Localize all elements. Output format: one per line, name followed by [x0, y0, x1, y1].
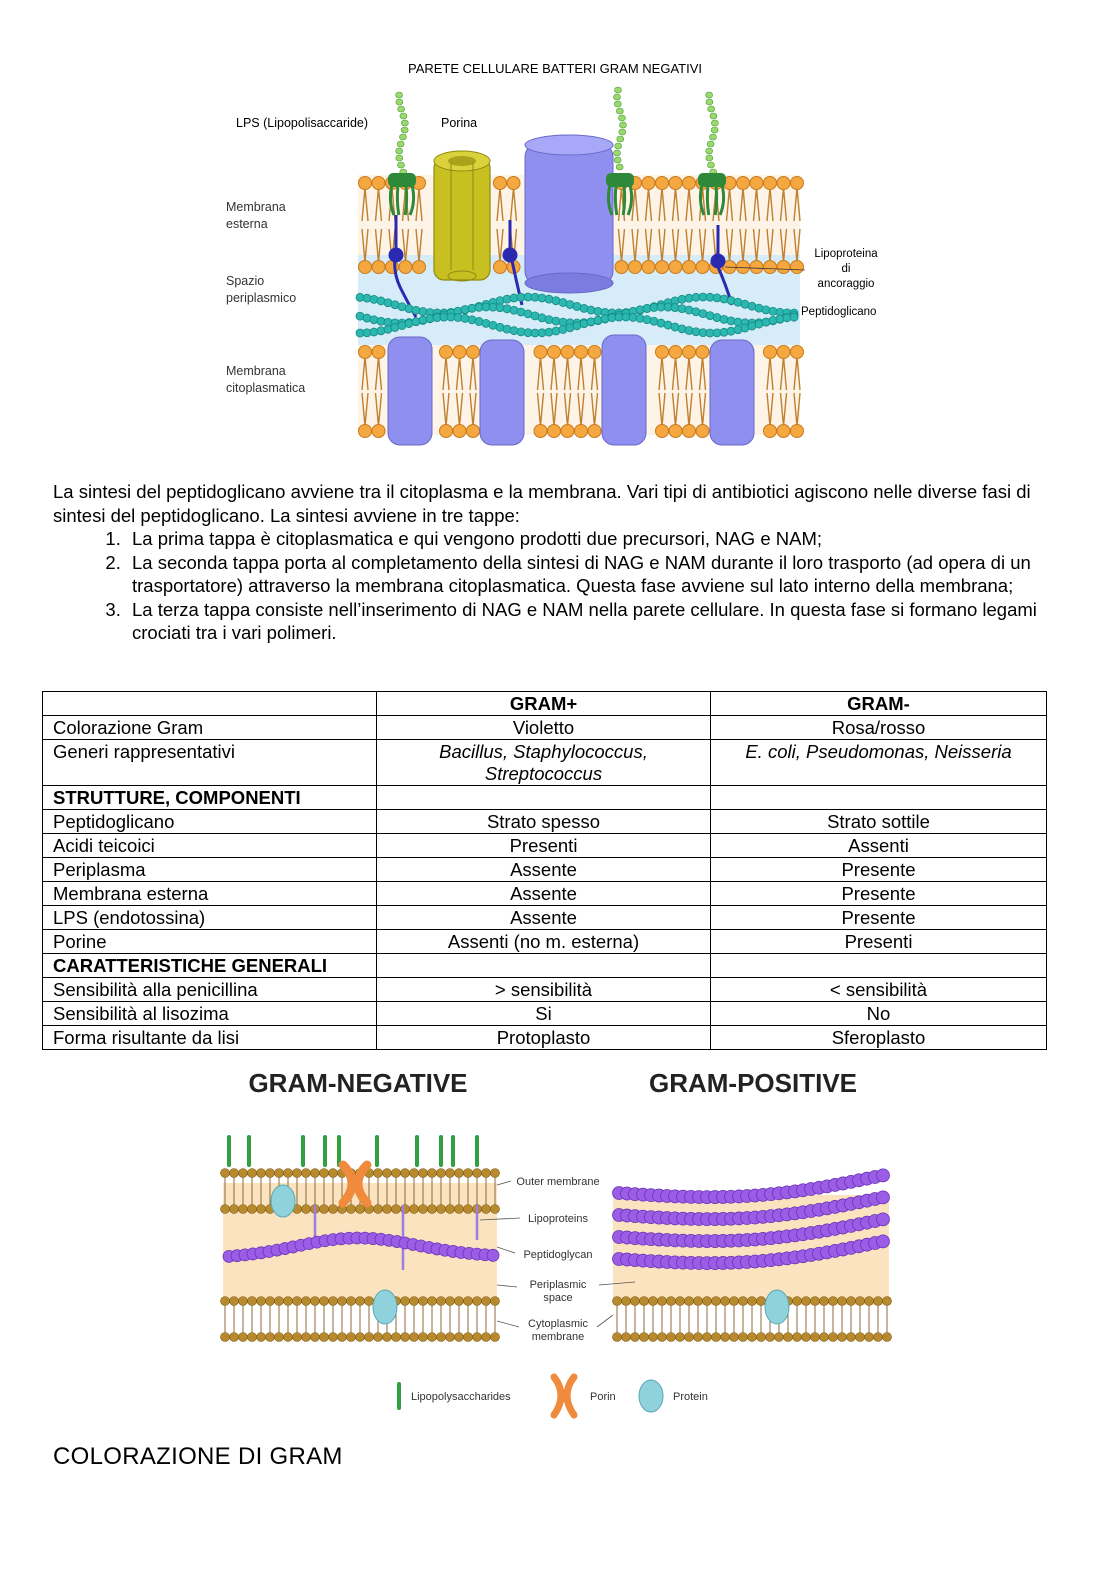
gram-negative-value — [711, 954, 1047, 978]
header-gram-positive: GRAM+ — [377, 692, 711, 716]
pos-cyto-membrane — [613, 1297, 892, 1342]
gram-negative-value: E. coli, Pseudomonas, Neisseria — [711, 740, 1047, 786]
label-outer-membrane-2: esterna — [226, 217, 268, 231]
section-label: CARATTERISTICHE GENERALI — [43, 954, 377, 978]
outer-membrane-protein — [525, 135, 613, 293]
gram-positive-value — [377, 954, 711, 978]
gram-comparison-table — [42, 691, 1047, 1050]
row-label: Membrana esterna — [43, 882, 377, 906]
pos-inner-protein — [765, 1290, 789, 1324]
table-row — [43, 882, 1047, 906]
gram-positive-value — [377, 786, 711, 810]
gram-positive-value: > sensibilità — [377, 978, 711, 1002]
legend-porin-label: Porin — [590, 1391, 616, 1403]
gram-negative-value: Strato sottile — [711, 810, 1047, 834]
row-label: Periplasma — [43, 858, 377, 882]
legend-porin-icon — [554, 1377, 574, 1415]
legend-lps-label: Lipopolysaccharides — [411, 1391, 511, 1403]
gram-negative-value: Presente — [711, 858, 1047, 882]
table-row — [43, 810, 1047, 834]
neg-inner-protein — [373, 1290, 397, 1324]
gram-negative-wall-figure — [220, 55, 900, 455]
label-porina: Porina — [441, 116, 478, 130]
label-lipoproteins: Lipoproteins — [528, 1213, 588, 1225]
step-3: 3. La terza tappa consiste nell’inserimento di NAG e NAM nella parete cellulare. In questa fase si formano legami crociati tra i vari polimeri. — [126, 598, 1063, 645]
gram-negative-value: Presente — [711, 906, 1047, 930]
gram-positive-value: Assenti (no m. esterna) — [377, 930, 711, 954]
legend-protein-label: Protein — [673, 1391, 708, 1403]
intro-text: La sintesi del peptidoglicano avviene tra il citoplasma e la membrana. Vari tipi di antibiotici agiscono nelle diverse fasi di sintesi del peptidoglicano. La sintesi avviene in tre tappe: — [53, 481, 1031, 526]
title-gram-positive: GRAM-POSITIVE — [648, 1068, 858, 1098]
gram-negative-value: Rosa/rosso — [711, 716, 1047, 740]
center-labels — [516, 1176, 599, 1343]
table-row — [43, 740, 1047, 786]
table-row — [43, 858, 1047, 882]
gram-negative-value: Presenti — [711, 930, 1047, 954]
table-header-row — [43, 692, 1047, 716]
label-periplasm-1: Spazio — [226, 274, 265, 288]
label-peptidoglicano: Peptidoglicano — [801, 306, 877, 318]
gram-positive-value: Assente — [377, 906, 711, 930]
gram-positive-value: Protoplasto — [377, 1026, 711, 1050]
table-row — [43, 716, 1047, 740]
figure1-title: PARETE CELLULARE BATTERI GRAM NEGATIVI — [407, 61, 703, 76]
gram-positive-value: Strato spesso — [377, 810, 711, 834]
table-section-row — [43, 954, 1047, 978]
gram-positive-value: Violetto — [377, 716, 711, 740]
title-gram-negative: GRAM-NEGATIVE — [248, 1068, 468, 1098]
gram-positive-value: Assente — [377, 882, 711, 906]
label-periplasm-2: periplasmico — [226, 291, 297, 305]
label-lipoprotein-3: ancoraggio — [817, 278, 875, 290]
label-periplasmic-2: space — [543, 1292, 573, 1304]
label-cyto-membrane-1: Membrana — [226, 364, 286, 378]
label-outer-membrane-1: Membrana — [226, 200, 286, 214]
porin-channel — [434, 151, 490, 281]
gram-negative-value: Sferoplasto — [711, 1026, 1047, 1050]
neg-lps — [227, 1135, 479, 1167]
row-label: Porine — [43, 930, 377, 954]
row-label: Acidi teicoici — [43, 834, 377, 858]
neg-outer-protein — [271, 1185, 295, 1217]
label-cyto-2: membrane — [531, 1331, 585, 1343]
gram-negative-value: Assenti — [711, 834, 1047, 858]
header-gram-negative: GRAM- — [711, 692, 1047, 716]
gram-positive-value: Presenti — [377, 834, 711, 858]
section-heading: COLORAZIONE DI GRAM — [53, 1443, 343, 1470]
table-row — [43, 930, 1047, 954]
table-section-row — [43, 786, 1047, 810]
legend — [397, 1377, 708, 1415]
label-outer-membrane: Outer membrane — [516, 1176, 600, 1188]
row-label: Colorazione Gram — [43, 716, 377, 740]
gram-negative-value — [711, 786, 1047, 810]
gram-comparison-figure — [215, 1065, 915, 1425]
row-label: LPS (endotossina) — [43, 906, 377, 930]
neg-cyto-membrane — [221, 1297, 500, 1342]
legend-protein-icon — [639, 1380, 663, 1412]
gram-positive-value: Si — [377, 1002, 711, 1026]
label-periplasmic-1: Periplasmic — [529, 1279, 587, 1291]
gram-negative-value: No — [711, 1002, 1047, 1026]
table-row — [43, 1026, 1047, 1050]
synthesis-steps — [53, 527, 1063, 645]
label-cyto-1: Cytoplasmic — [528, 1318, 588, 1330]
label-peptidoglycan: Peptidoglycan — [523, 1249, 593, 1261]
row-label: Sensibilità al lisozima — [43, 1002, 377, 1026]
step-1: 1. La prima tappa è citoplasmatica e qui vengono prodotti due precursori, NAG e NAM; — [126, 527, 1063, 551]
gram-negative-value: Presente — [711, 882, 1047, 906]
table-row — [43, 978, 1047, 1002]
gram-positive-value: Bacillus, Staphylococcus, Streptococcus — [377, 740, 711, 786]
table-row — [43, 906, 1047, 930]
row-label: Peptidoglicano — [43, 810, 377, 834]
header-empty — [43, 692, 377, 716]
row-label: Forma risultante da lisi — [43, 1026, 377, 1050]
step-2: 2. La seconda tappa porta al completamento della sintesi di NAG e NAM durante il loro trasporto (ad opera di un trasportatore) attraverso la membrana citoplasmatica. Questa fase avviene sul lato interno della membrana; — [126, 551, 1063, 598]
row-label: Sensibilità alla penicillina — [43, 978, 377, 1002]
table-row — [43, 834, 1047, 858]
gram-negative-value: < sensibilità — [711, 978, 1047, 1002]
gram-positive-value: Assente — [377, 858, 711, 882]
label-lipoprotein-2: di — [841, 263, 851, 275]
table-row — [43, 1002, 1047, 1026]
section-label: STRUTTURE, COMPONENTI — [43, 786, 377, 810]
label-lipoprotein-1: Lipoproteina — [814, 248, 878, 260]
row-label: Generi rappresentativi — [43, 740, 377, 786]
legend-lps-icon — [397, 1382, 401, 1410]
label-cyto-membrane-2: citoplasmatica — [226, 381, 306, 395]
synthesis-paragraph — [53, 480, 1063, 645]
label-lps: LPS (Lipopolisaccaride) — [236, 116, 369, 130]
